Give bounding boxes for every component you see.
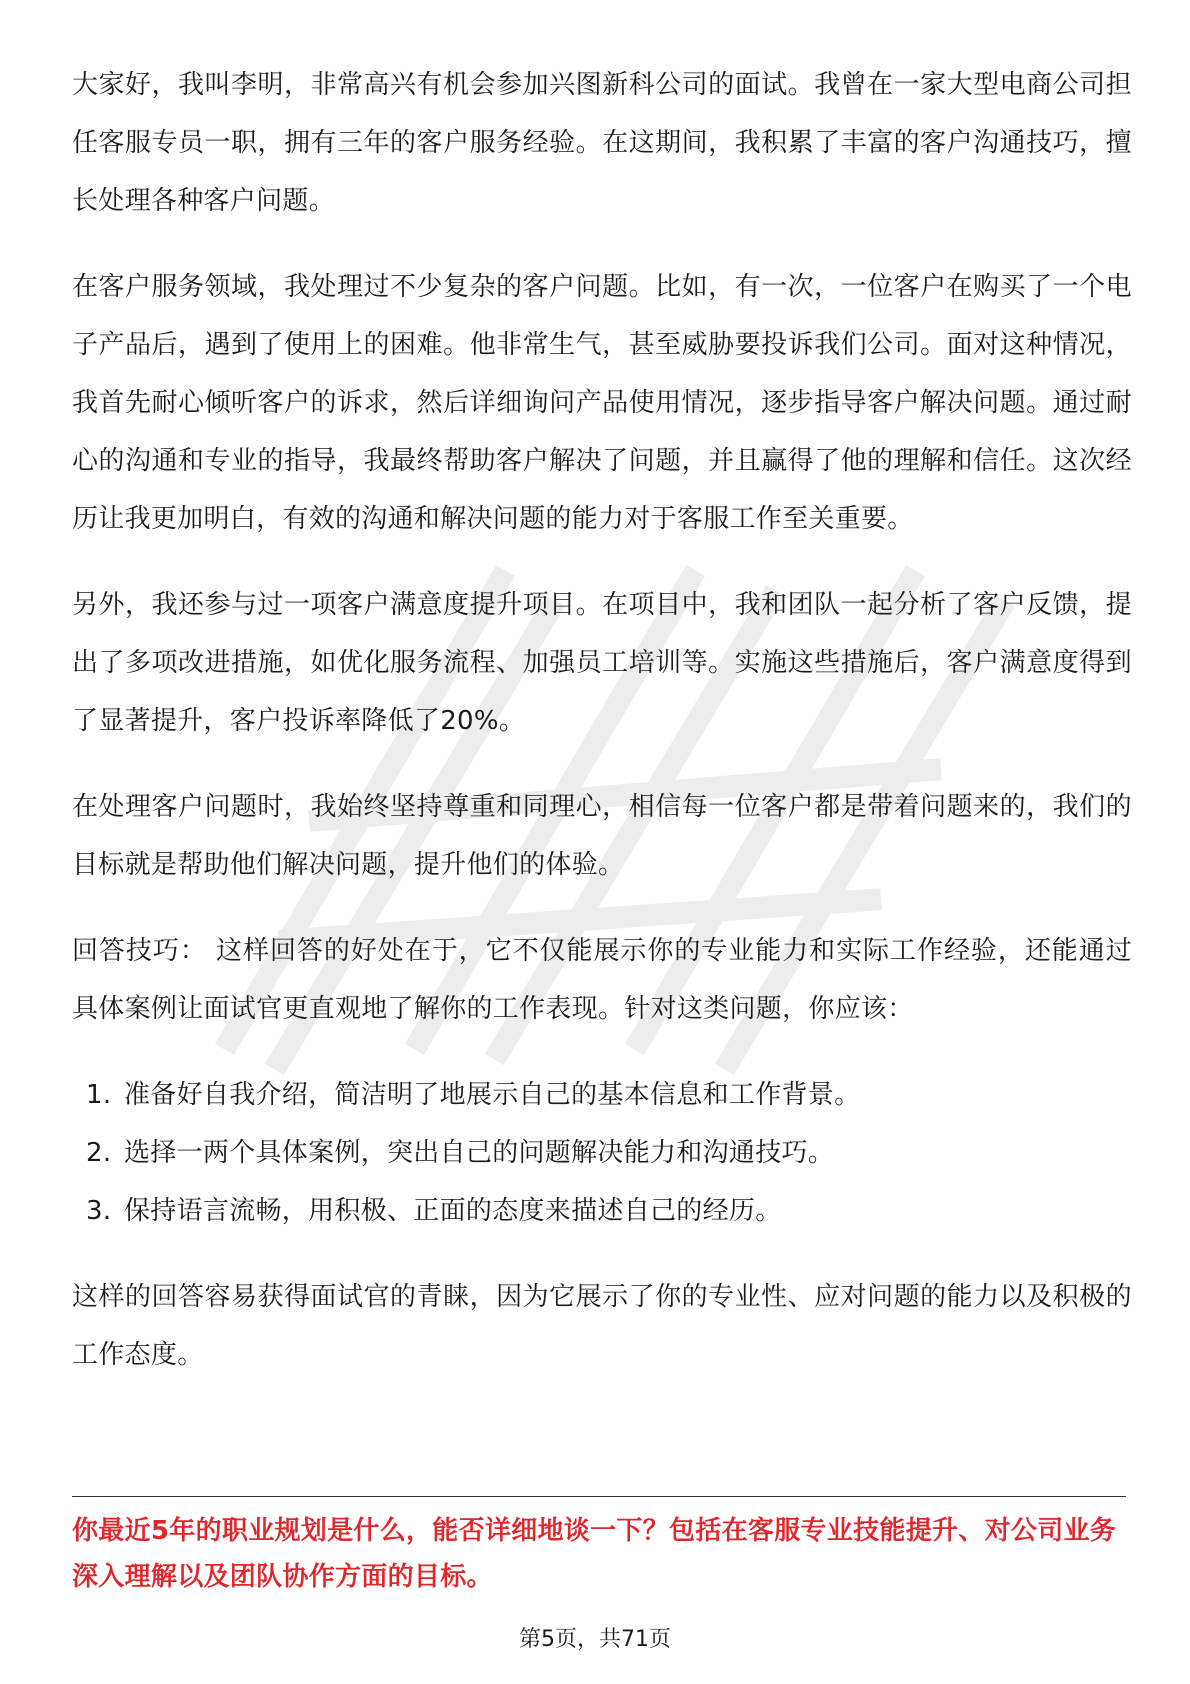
next-question-heading: 你最近5年的职业规划是什么，能否详细地谈一下？包括在客服专业技能提升、对公司业务深入理解以及团队协作方面的目标。 [72,1516,1117,1592]
paragraph-attitude: 在处理客户问题时，我始终坚持尊重和同理心，相信每一位客户都是带着问题来的，我们的目标就是帮助他们解决问题，提升他们的体验。 [72,792,1132,880]
list-item-text: 选择一两个具体案例，突出自己的问题解决能力和沟通技巧。 [124,1138,835,1168]
paragraph-tips-intro: 回答技巧： 这样回答的好处在于，它不仅能展示你的专业能力和实际工作经验，还能通过具体案例让面试官更直观地了解你的工作表现。针对这类问题，你应该： [72,936,1132,1024]
list-item [72,1182,1132,1240]
list-item-text: 保持语言流畅，用积极、正面的态度来描述自己的经历。 [124,1196,782,1226]
list-item-number: 1. [86,1080,112,1110]
list-item [72,1066,1132,1124]
tips-list [72,1066,1132,1240]
paragraph-case: 在客户服务领域，我处理过不少复杂的客户问题。比如，有一次，一位客户在购买了一个电子产品后，遇到了使用上的困难。他非常生气，甚至威胁要投诉我们公司。面对这种情况，我首先耐心倾听客户的诉求，然后详细询问产品使用情况，逐步指导客户解决问题。通过耐心的沟通和专业的指导，我最终帮助客户解决了问题，并且赢得了他的理解和信任。这次经历让我更加明白，有效的沟通和解决问题的能力对于客服工作至关重要。 [72,272,1132,534]
list-item-number: 2. [86,1138,112,1168]
main-content [72,56,1132,1412]
page-number-footer: 第5页，共71页 [519,1627,671,1652]
paragraph-closing: 这样的回答容易获得面试官的青睐，因为它展示了你的专业性、应对问题的能力以及积极的工作态度。 [72,1282,1132,1370]
list-item-number: 3. [86,1196,112,1226]
paragraph-intro: 大家好，我叫李明，非常高兴有机会参加兴图新科公司的面试。我曾在一家大型电商公司担任客服专员一职，拥有三年的客户服务经验。在这期间，我积累了丰富的客户沟通技巧，擅长处理各种客户问题。 [72,70,1132,216]
paragraph-project: 另外，我还参与过一项客户满意度提升项目。在项目中，我和团队一起分析了客户反馈，提出了多项改进措施，如优化服务流程、加强员工培训等。实施这些措施后，客户满意度得到了显著提升，客户投诉率降低了20%。 [72,590,1132,736]
list-item-text: 准备好自我介绍，简洁明了地展示自己的基本信息和工作背景。 [124,1080,861,1110]
section-divider [72,1496,1126,1497]
list-item [72,1124,1132,1182]
